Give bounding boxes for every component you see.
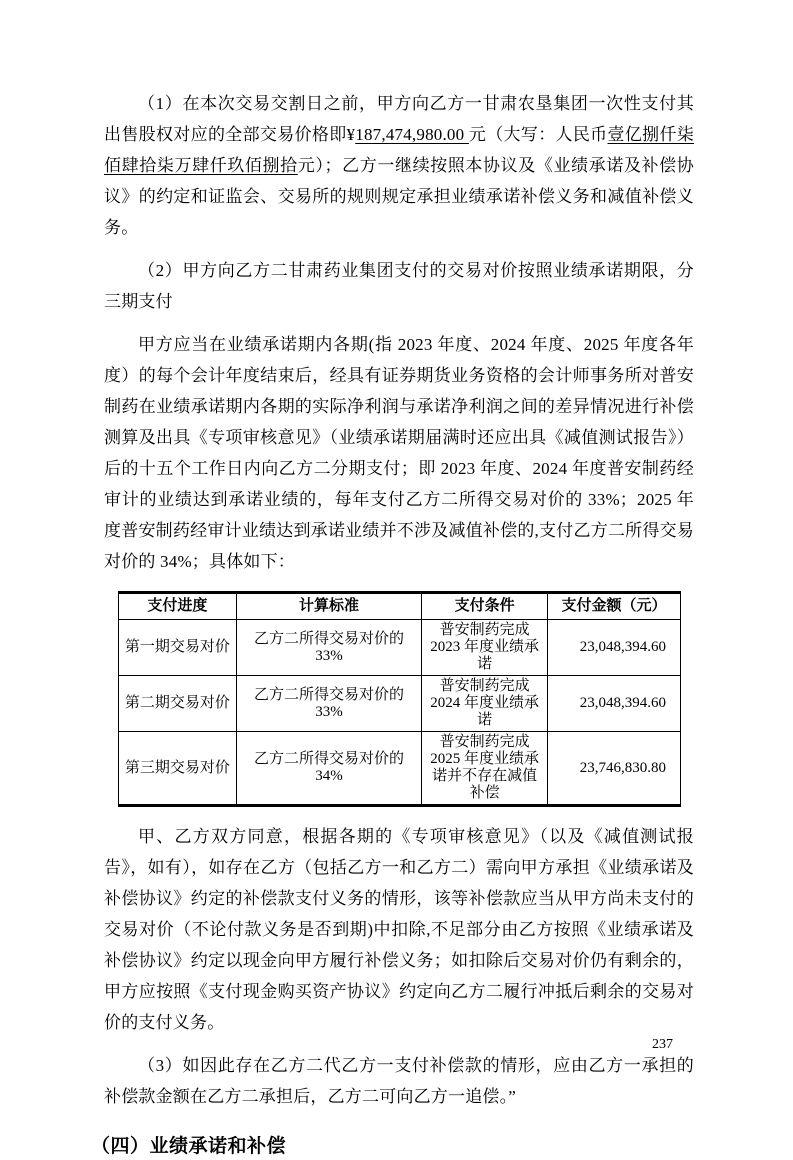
text-segment: （3）如因此存在乙方二代乙方一支付补偿款的情形，应由乙方一承担的补偿款金额在乙方二承担后，乙方二可向乙方一追偿。” xyxy=(104,1056,694,1106)
table-header-stage: 支付进度 xyxy=(119,593,237,620)
text-segment: （1）在本次交易交割日之前，甲方向乙方一甘肃农垦集团一次性支付其出售股权对应的全部交易价格即¥ xyxy=(104,94,694,144)
text-segment: 元（大写：人民币 xyxy=(468,125,608,144)
page-number: 237 xyxy=(652,1037,673,1052)
table-header-calc: 计算标准 xyxy=(236,593,422,620)
table-cell-condition: 普安制药完成 2023 年度业绩承诺 xyxy=(422,620,548,676)
text-segment: （2）甲方向乙方二甘肃药业集团支付的交易对价按照业绩承诺期限，分三期支付 xyxy=(104,261,694,311)
table-cell-condition: 普安制药完成 2025 年度业绩承诺并不存在减值补偿 xyxy=(422,732,548,806)
paragraph-clause-3 xyxy=(104,1050,694,1112)
table-cell-calc: 乙方二所得交易对价的 33% xyxy=(236,620,422,676)
underlined-text: 壹亿捌仟柒佰肆拾柒万肆仟玖佰捌拾 xyxy=(104,125,695,175)
table-header-row xyxy=(119,593,681,620)
paragraph-clause-2 xyxy=(104,255,694,317)
underlined-text: 187,474,980.00 xyxy=(355,125,469,144)
text-segment: 甲方应当在业绩承诺期内各期(指 2023 年度、2024 年度、2025 年度各年度）的每个会计年度结束后，经具有证券期货业务资格的会计师事务所对普安制药在业绩承诺期内各期的实际净利润与承诺净利润之间的差异情况进行补偿测算及出具《专项审核意见》（业绩承诺期届满时还应出具《减值测试报告》）后的十五个工作日内向乙方二分期支付；即 2023 年度、2024 年度普安制药经审计的业绩达到承诺业绩的，每年支付乙方二所得交易对价的 33%；2025 年度普安制药经审计业绩达到承诺业绩并不涉及减值补偿的,支付乙方二所得交易对价的 34%；具体如下： xyxy=(104,335,694,571)
table-row xyxy=(119,676,681,732)
text-segment: 甲、乙方双方同意，根据各期的《专项审核意见》（以及《减值测试报告》，如有），如存在乙方（包括乙方一和乙方二）需向甲方承担《业绩承诺及补偿协议》约定的补偿款支付义务的情形，该等补偿款应当从甲方尚未支付的交易对价（不论付款义务是否到期)中扣除,不足部分由乙方按照《业绩承诺及补偿协议》约定以现金向甲方履行补偿义务；如扣除后交易对价仍有剩余的，甲方应按照《支付现金购买资产协议》约定向乙方二履行冲抵后剩余的交易对价的支付义务。 xyxy=(104,827,694,1032)
table-cell-calc: 乙方二所得交易对价的 34% xyxy=(236,732,422,806)
table-cell-condition: 普安制药完成 2024 年度业绩承诺 xyxy=(422,676,548,732)
paragraph-compensation-deduction xyxy=(104,821,694,1038)
table-cell-amount: 23,048,394.60 xyxy=(548,620,681,676)
table-cell-stage: 第二期交易对价 xyxy=(119,676,237,732)
table-row xyxy=(119,732,681,806)
table-cell-calc: 乙方二所得交易对价的 33% xyxy=(236,676,422,732)
table-header-amount: 支付金额（元） xyxy=(548,593,681,620)
table-cell-amount: 23,048,394.60 xyxy=(548,676,681,732)
table-cell-stage: 第三期交易对价 xyxy=(119,732,237,806)
table-cell-stage: 第一期交易对价 xyxy=(119,620,237,676)
payment-schedule-table xyxy=(118,591,681,807)
text-segment: 元）；乙方一继续按照本协议及《业绩承诺及补偿协议》的约定和证监会、交易所的规则规定承担业绩承诺补偿义务和减值补偿义务。 xyxy=(104,156,694,237)
table-header-condition: 支付条件 xyxy=(422,593,548,620)
paragraph-payment-terms xyxy=(104,329,694,577)
document-body xyxy=(91,88,695,1160)
table-row xyxy=(119,620,681,676)
paragraph-clause-1 xyxy=(104,88,694,243)
section-heading: （四）业绩承诺和补偿 xyxy=(91,1136,287,1157)
table-cell-amount: 23,746,830.80 xyxy=(548,732,681,806)
